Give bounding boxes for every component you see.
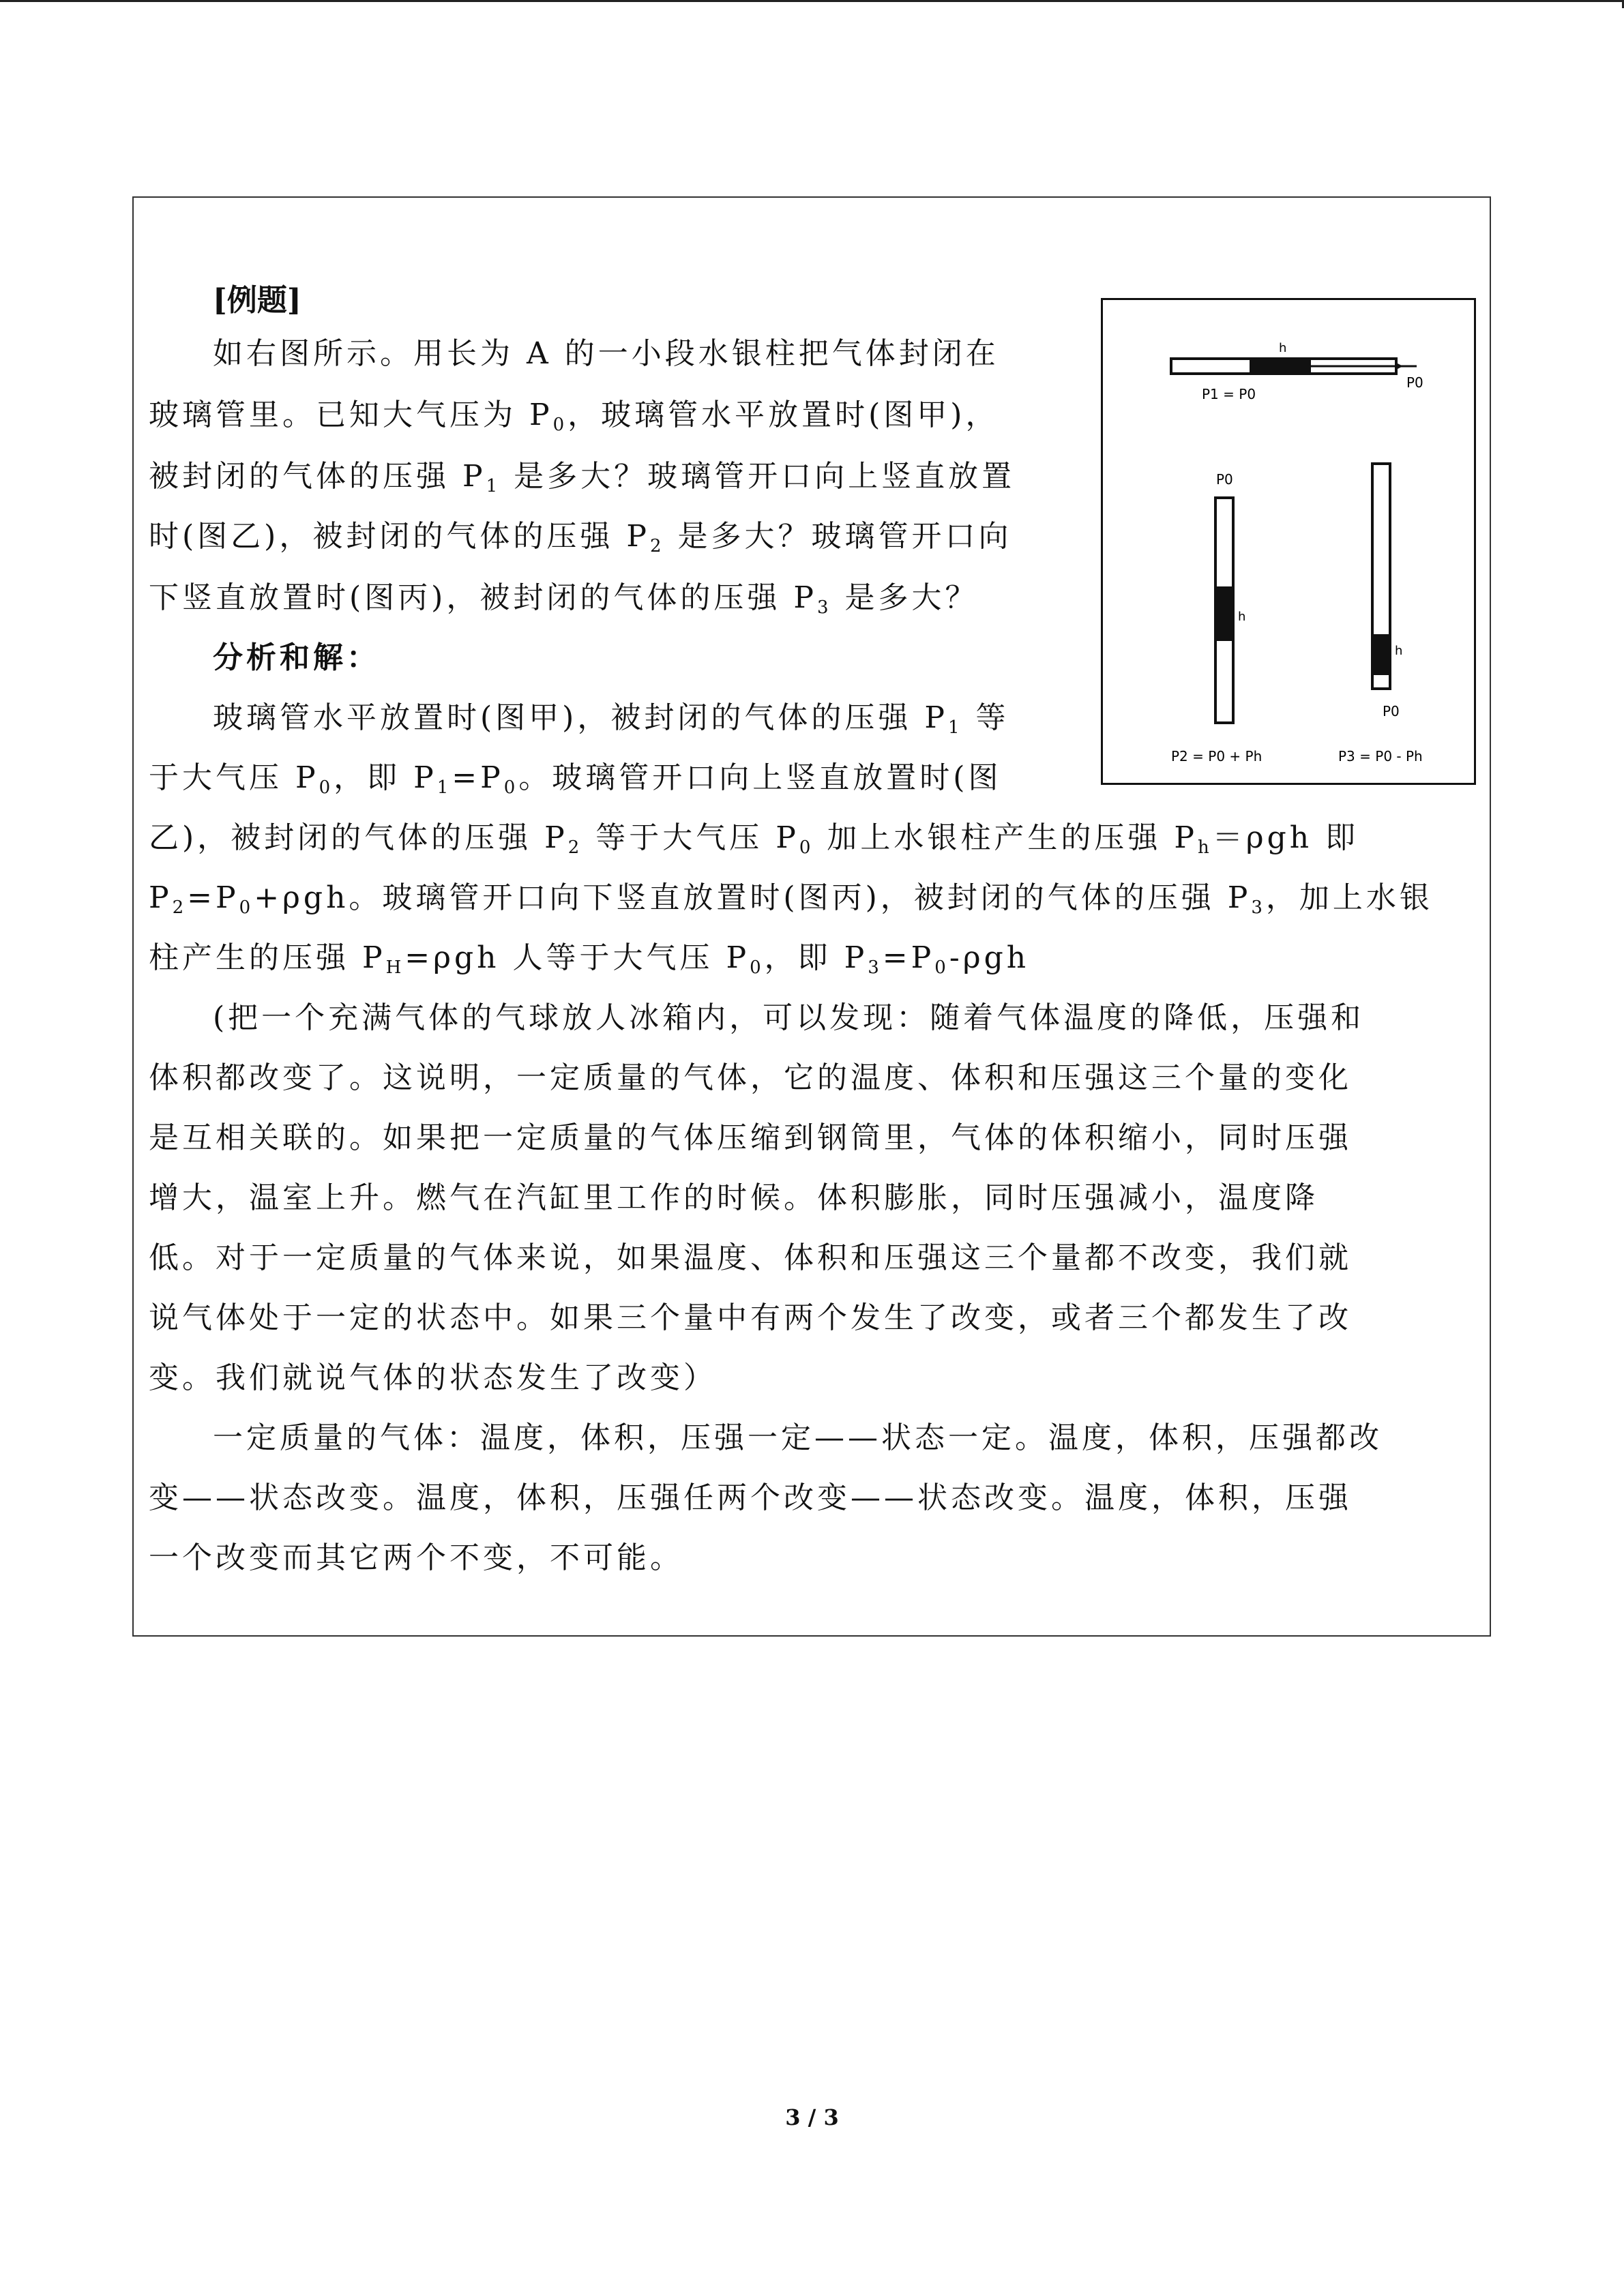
question-line-1: 如右图所示。用长为 A 的一小段水银柱把气体封闭在 — [213, 336, 999, 371]
figure-c-p0-label: P0 — [1383, 703, 1400, 719]
figure-b-tube-up — [1171, 471, 1262, 764]
question-line-2: 玻璃管里。已知大气压为 $P_0$，玻璃管水平放置时(图甲)， — [149, 398, 999, 435]
figure-b-p0-label: P0 — [1216, 471, 1233, 488]
tube-figure — [1101, 298, 1476, 785]
paragraph2-line-1: (把一个充满气体的气球放人冰箱内，可以发现：随着气体温度的降低，压强和 — [213, 1000, 1365, 1035]
figure-b-h-label: h — [1238, 610, 1246, 624]
paragraph2-line-3: 是互相关联的。如果把一定质量的气体压缩到钢筒里，气体的体积缩小，同时压强 — [149, 1120, 1352, 1155]
page-number: 3 / 3 — [785, 2104, 839, 2130]
page-top-border — [0, 0, 1624, 2]
example-heading: [例题] — [213, 283, 301, 318]
answer-line-4: $P_2=P_0+\rho gh$。玻璃管开口向下竖直放置时(图丙)，被封闭的气体的压强 $P_3$，加上水银 — [149, 880, 1433, 918]
paragraph3-line-2: 变——状态改变。温度，体积，压强任两个改变——状态改变。温度，体积，压强 — [149, 1480, 1352, 1515]
answer-line-2: 于大气压 $P_0$，即 $P_1=P_0$。玻璃管开口向上竖直放置时(图 — [149, 760, 1002, 798]
question-line-3: 被封闭的气体的压强 $P_1$ 是多大？玻璃管开口向上竖直放置 — [149, 459, 1016, 496]
figure-c-caption: P3 = P0 - Ph — [1338, 748, 1423, 764]
paragraph2-line-5: 低。对于一定质量的气体来说，如果温度、体积和压强这三个量都不改变，我们就 — [149, 1240, 1352, 1275]
paragraph3-line-1: 一定质量的气体：温度，体积，压强一定——状态一定。温度，体积，压强都改 — [213, 1420, 1383, 1455]
answer-line-3: 乙)，被封闭的气体的压强 $P_2$ 等于大气压 $P_0$ 加上水银柱产生的压强 $P_h=\rho gh$ 即 — [149, 820, 1359, 858]
vertical-mercury-column-b — [1217, 586, 1232, 641]
horizontal-mercury-column — [1250, 360, 1311, 372]
analysis-heading: 分析和解： — [213, 640, 380, 675]
question-line-4: 时(图乙)，被封闭的气体的压强 $P_2$ 是多大？玻璃管开口向 — [149, 519, 1012, 556]
figure-a-horizontal-tube — [1171, 341, 1423, 402]
paragraph2-line-7: 变。我们就说气体的状态发生了改变） — [149, 1360, 717, 1395]
horizontal-arrow-head — [1396, 363, 1403, 370]
paragraph2-line-2: 体积都改变了。这说明，一定质量的气体，它的温度、体积和压强这三个量的变化 — [149, 1060, 1352, 1095]
tube-diagram — [1103, 300, 1478, 787]
paragraph3-line-3: 一个改变而其它两个不变，不可能。 — [149, 1540, 683, 1575]
figure-c-h-label: h — [1395, 644, 1403, 658]
vertical-mercury-column-c — [1374, 634, 1389, 675]
figure-a-h-label: h — [1279, 341, 1287, 355]
answer-line-5: 柱产生的压强 $P_H=\rho gh$ 人等于大气压 $P_0$，即 $P_3=P_0$-ρgh — [149, 940, 1030, 978]
answer-line-1: 玻璃管水平放置时(图甲)，被封闭的气体的压强 $P_1$ 等 — [213, 700, 1009, 738]
figure-a-caption: P1 = P0 — [1202, 386, 1256, 402]
figure-b-caption: P2 = P0 + Ph — [1171, 748, 1263, 764]
figure-c-tube-down — [1338, 464, 1423, 764]
paragraph2-line-4: 增大，温室上升。燃气在汽缸里工作的时候。体积膨胀，同时压强减小，温度降 — [149, 1180, 1318, 1215]
figure-a-p0-label: P0 — [1406, 374, 1423, 391]
paragraph2-line-6: 说气体处于一定的状态中。如果三个量中有两个发生了改变，或者三个都发生了改 — [149, 1300, 1352, 1335]
question-line-5: 下竖直放置时(图丙)，被封闭的气体的压强 $P_3$ 是多大？ — [149, 580, 979, 618]
